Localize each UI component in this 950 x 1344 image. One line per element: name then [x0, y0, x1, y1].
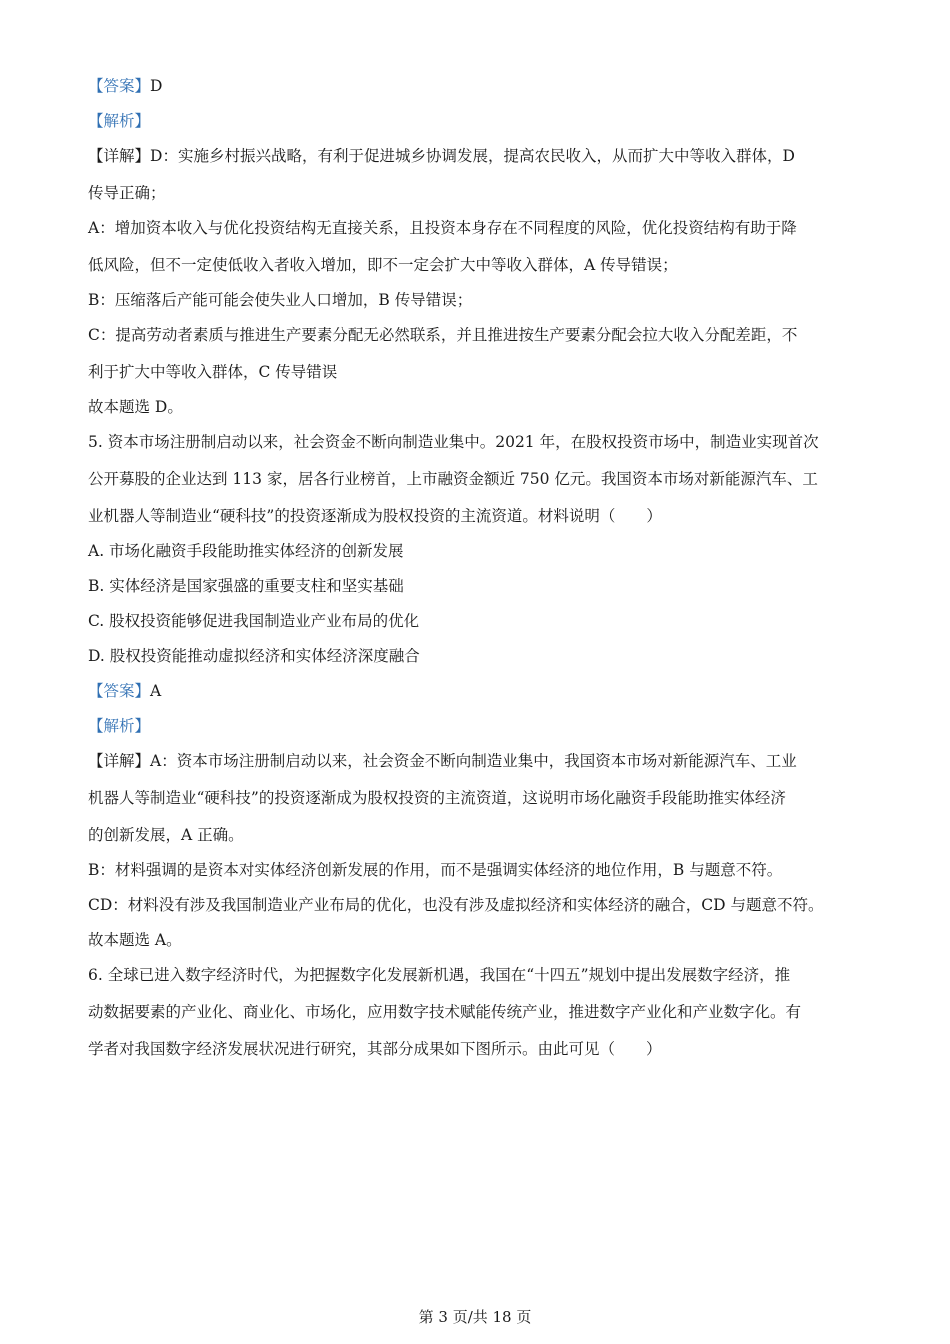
question-stem-line: 业机器人等制造业“硬科技”的投资逐渐成为股权投资的主流资道。材料说明（ ） — [88, 507, 662, 525]
answer-value: A — [150, 682, 162, 700]
option-b: B. 实体经济是国家强盛的重要支柱和坚实基础 — [88, 577, 404, 595]
paragraph-line: 故本题选 A。 — [88, 931, 182, 949]
paragraph-line: CD：材料没有涉及我国制造业产业布局的优化，也没有涉及虚拟经济和实体经济的融合，CD 与题意不符。 — [88, 896, 824, 914]
detail-tag: 【详解】 — [88, 147, 151, 165]
detail-line — [88, 144, 870, 168]
paragraph-line: 利于扩大中等收入群体，C 传导错误 — [88, 363, 338, 381]
paragraph-line: B：压缩落后产能可能会使失业人口增加，B 传导错误； — [88, 291, 473, 309]
question-stem-line: 6. 全球已进入数字经济时代，为把握数字化发展新机遇，我国在“十四五”规划中提出发展数字经济，推 — [88, 966, 791, 984]
paragraph-line: B：材料强调的是资本对实体经济创新发展的作用，而不是强调实体经济的地位作用，B 与题意不符。 — [88, 861, 783, 879]
answer-value: D — [150, 77, 163, 95]
analysis-line — [88, 109, 870, 133]
paragraph-line: D：实施乡村振兴战略，有利于促进城乡协调发展，提高农民收入，从而扩大中等收入群体，D — [150, 147, 795, 165]
question-stem-line: 动数据要素的产业化、商业化、市场化，应用数字技术赋能传统产业，推进数字产业化和产业数字化。有 — [88, 1003, 802, 1021]
option-c: C. 股权投资能够促进我国制造业产业布局的优化 — [88, 612, 420, 630]
question-stem-line: 公开募股的企业达到 113 家，居各行业榜首，上市融资金额近 750 亿元。我国资本市场对新能源汽车、工 — [88, 470, 818, 488]
paragraph-line: 机器人等制造业“硬科技”的投资逐渐成为股权投资的主流资道，这说明市场化融资手段能助推实体经济 — [88, 789, 786, 807]
paragraph-line: 低风险，但不一定使低收入者收入增加，即不一定会扩大中等收入群体，A 传导错误； — [88, 256, 678, 274]
question-stem-line: 学者对我国数字经济发展状况进行研究，其部分成果如下图所示。由此可见（ ） — [88, 1040, 662, 1058]
paragraph-line: C：提高劳动者素质与推进生产要素分配无必然联系，并且推进按生产要素分配会拉大收入分配差距，不 — [88, 326, 798, 344]
option-a: A. 市场化融资手段能助推实体经济的创新发展 — [88, 542, 404, 560]
paragraph-line: A：增加资本收入与优化投资结构无直接关系，且投资本身存在不同程度的风险，优化投资结构有助于降 — [88, 219, 797, 237]
answer-tag: 【答案】 — [88, 682, 151, 700]
analysis-tag: 【解析】 — [88, 112, 151, 130]
paragraph-line: 故本题选 D。 — [88, 398, 183, 416]
paragraph-line: 传导正确； — [88, 184, 166, 202]
question-stem-line: 5. 资本市场注册制启动以来，社会资金不断向制造业集中。2021 年，在股权投资市场中，制造业实现首次 — [88, 433, 819, 451]
paragraph-line: A：资本市场注册制启动以来，社会资金不断向制造业集中，我国资本市场对新能源汽车、工业 — [150, 752, 797, 770]
document-body — [88, 74, 870, 1061]
detail-line — [88, 749, 870, 773]
page-footer: 第 3 页/共 18 页 — [418, 1308, 532, 1326]
option-d: D. 股权投资能推动虚拟经济和实体经济深度融合 — [88, 647, 420, 665]
detail-tag: 【详解】 — [88, 752, 151, 770]
paragraph-line: 的创新发展，A 正确。 — [88, 826, 244, 844]
analysis-tag: 【解析】 — [88, 717, 151, 735]
answer-line — [88, 679, 870, 703]
answer-line — [88, 74, 870, 98]
analysis-line — [88, 714, 870, 738]
answer-tag: 【答案】 — [88, 77, 151, 95]
